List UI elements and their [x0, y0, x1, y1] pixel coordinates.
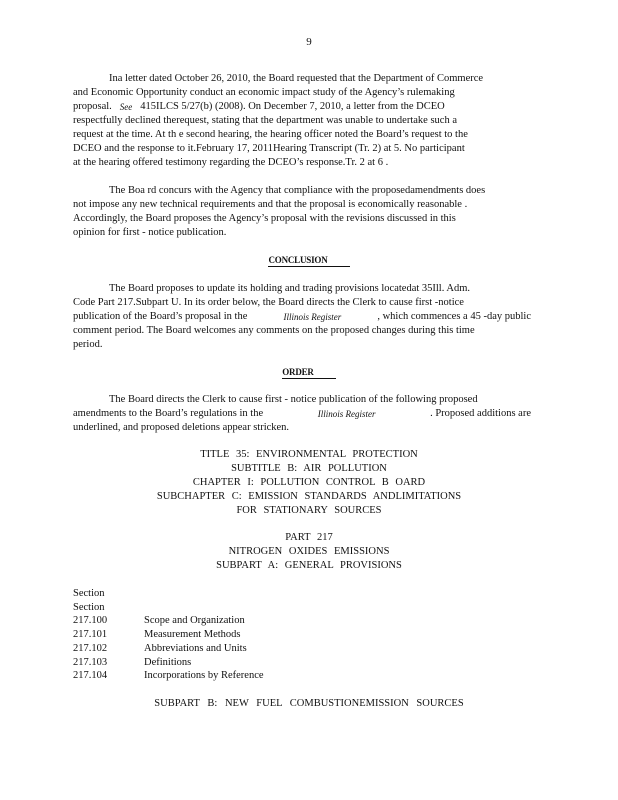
text-line: The Board proposes to update its holding and trading provisions locatedat 35Ill. Adm.: [109, 283, 471, 294]
section-header: Section: [73, 588, 105, 599]
section-row: [73, 642, 264, 656]
subpart-a-line: SUBPART A: GENERAL PROVISIONS: [216, 560, 402, 571]
text-line: comment period. The Board welcomes any comments on the proposed changes during this time: [73, 325, 475, 336]
section-number: 217.104: [73, 670, 108, 682]
page-number: 9: [306, 36, 312, 48]
chapter-line: CHAPTER I: POLLUTION CONTROL B OARD: [192, 477, 426, 488]
subpart-b-heading: SUBPART B: NEW FUEL COMBUSTIONEMISSION SOURCES: [154, 698, 464, 709]
text-line: request at the time. At th e second hearing, the hearing officer noted the Board’s request to the: [73, 129, 468, 140]
text-line: and Economic Opportunity conduct an economic impact study of the Agency’s rulemaking: [73, 87, 455, 98]
conclusion-heading: CONCLUSION: [0, 255, 618, 267]
paragraph-dceo-request: [73, 72, 531, 170]
order-heading: ORDER: [0, 367, 618, 379]
section-title: Abbreviations and Units: [144, 642, 247, 654]
text-line: underlined, and proposed deletions appear stricken.: [73, 422, 290, 433]
text-line: Accordingly, the Board proposes the Agency’s proposal with the revisions discussed in this: [73, 213, 456, 224]
paragraph-order: [73, 393, 531, 435]
text-line: period.: [73, 339, 103, 350]
title-line: TITLE 35: ENVIRONMENTAL PROTECTION: [200, 449, 418, 460]
subchapter-line-2: FOR STATIONARY SOURCES: [236, 505, 382, 516]
section-list: [73, 587, 264, 683]
text-line: The Boa rd concurs with the Agency that compliance with the proposedamendments does: [109, 185, 486, 196]
text-line: Ina letter dated October 26, 2010, the Board requested that the Department of Commerce: [109, 73, 484, 84]
text-line: at the hearing offered testimony regarding the DCEO’s response.Tr. 2 at 6 .: [73, 157, 389, 168]
text-line: amendments to the Board’s regulations in the Illinois Register . Proposed additions are: [73, 408, 531, 419]
section-title: Incorporations by Reference: [144, 670, 264, 682]
text-line: DCEO and the response to it.February 17, 2011Hearing Transcript (Tr. 2) at 5. No participant: [73, 143, 465, 154]
section-title: Definitions: [144, 656, 192, 668]
text-line: proposal. See 415ILCS 5/27(b) (2008). On December 7, 2010, a letter from the DCEO: [73, 101, 445, 112]
section-row: [73, 669, 264, 683]
title-block: [0, 448, 618, 518]
text-line: respectfully declined therequest, stating that the department was unable to undertake such a: [73, 115, 457, 126]
paragraph-board-concurs: [73, 184, 531, 240]
section-number: 217.100: [73, 615, 108, 627]
section-title: Measurement Methods: [144, 629, 241, 641]
text-line: Code Part 217.Subpart U. In its order below, the Board directs the Clerk to cause first -notice: [73, 297, 464, 308]
text-line: publication of the Board’s proposal in the Illinois Register , which commences a 45 -day public: [73, 311, 531, 322]
section-title: Scope and Organization: [144, 615, 245, 627]
text-line: The Board directs the Clerk to cause first - notice publication of the following proposed: [109, 394, 478, 405]
text-line: not impose any new technical requirements and that the proposal is economically reasonable .: [73, 199, 468, 210]
subchapter-line: SUBCHAPTER C: EMISSION STANDARDS ANDLIMITATIONS: [156, 491, 462, 502]
text-line: opinion for first - notice publication.: [73, 227, 227, 238]
paragraph-conclusion: [73, 282, 531, 352]
subtitle-line: SUBTITLE B: AIR POLLUTION: [231, 463, 387, 474]
section-row: [73, 656, 264, 670]
part-line: PART 217: [285, 532, 333, 543]
section-number: 217.102: [73, 642, 108, 654]
section-header: Section: [73, 601, 105, 613]
part-block: [0, 531, 618, 573]
section-number: 217.103: [73, 656, 108, 668]
section-number: 217.101: [73, 629, 108, 641]
part-name-line: NITROGEN OXIDES EMISSIONS: [228, 546, 390, 557]
section-row: [73, 628, 264, 642]
section-row: [73, 614, 264, 628]
